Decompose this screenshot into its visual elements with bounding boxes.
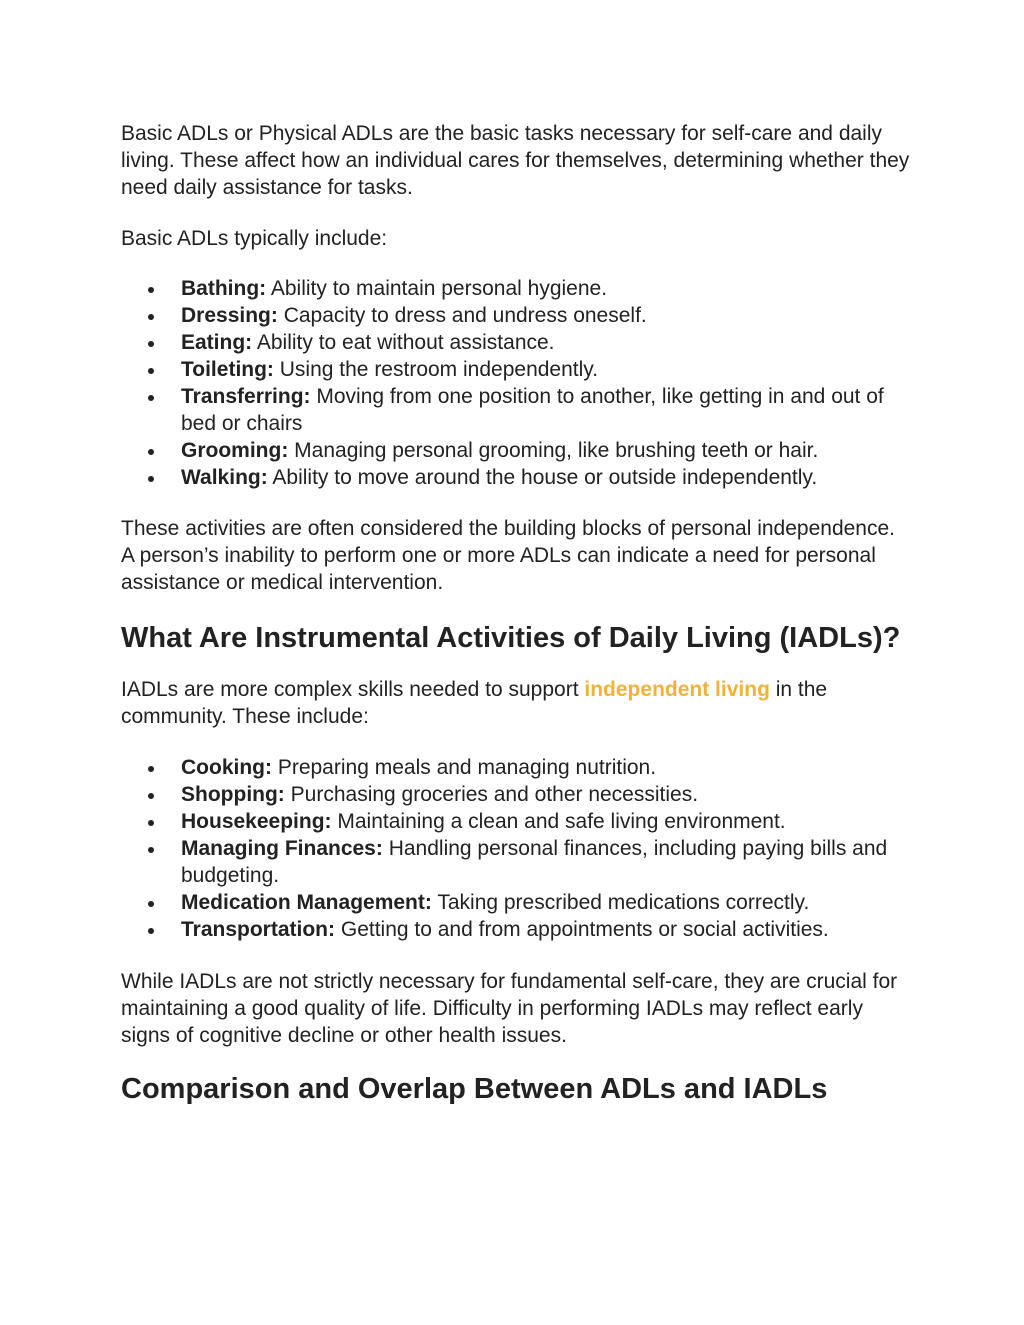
- basic-adls-lead: Basic ADLs typically include:: [121, 227, 388, 250]
- list-item: [121, 889, 911, 916]
- list-item: [121, 835, 911, 889]
- item-description: Preparing meals and managing nutrition.: [277, 756, 657, 779]
- item-term: Managing Finances:: [181, 837, 383, 860]
- item-description: Purchasing groceries and other necessities.: [290, 783, 699, 806]
- comparison-heading: Comparison and Overlap Between ADLs and IADLs: [121, 1073, 828, 1105]
- bullet-icon: [148, 766, 154, 772]
- item-term: Transferring:: [181, 385, 311, 408]
- document-page: [121, 120, 911, 1108]
- iadls-list: [121, 754, 911, 943]
- iadls-intro-paragraph: [121, 676, 911, 730]
- list-item: [121, 383, 911, 437]
- item-term: Housekeeping:: [181, 810, 332, 833]
- item-term: Transportation:: [181, 918, 336, 941]
- item-description: Using the restroom independently.: [279, 358, 599, 381]
- item-description: Ability to eat without assistance.: [256, 331, 555, 354]
- adl-summary-paragraph: These activities are often considered the building blocks of personal independence. A person’s inability to perform one or more ADLs can indicate a need for personal assistance or medical intervention.: [121, 517, 895, 594]
- item-description: Moving from one position to another, like getting in and out of bed or chairs: [181, 385, 884, 435]
- iadls-heading: What Are Instrumental Activities of Daily Living (IADLs)?: [121, 622, 901, 654]
- list-item: [121, 302, 911, 329]
- item-term: Toileting:: [181, 358, 274, 381]
- item-description: Ability to move around the house or outside independently.: [272, 466, 818, 489]
- item-description: Maintaining a clean and safe living environment.: [337, 810, 786, 833]
- bullet-icon: [148, 395, 154, 401]
- list-item: [121, 754, 911, 781]
- bullet-icon: [148, 820, 154, 826]
- list-item: [121, 916, 911, 943]
- list-item: [121, 808, 911, 835]
- list-item: [121, 781, 911, 808]
- iadl-summary-paragraph: While IADLs are not strictly necessary for fundamental self-care, they are crucial for maintaining a good quality of life. Difficulty in performing IADLs may reflect early signs of cognitive decline or other health issues.: [121, 970, 898, 1047]
- bullet-icon: [148, 901, 154, 907]
- item-description: Managing personal grooming, like brushing teeth or hair.: [294, 439, 819, 462]
- item-term: Bathing:: [181, 277, 267, 300]
- bullet-icon: [148, 314, 154, 320]
- item-term: Cooking:: [181, 756, 272, 779]
- list-item: [121, 464, 911, 491]
- bullet-icon: [148, 341, 154, 347]
- independent-living-link[interactable]: independent living: [584, 678, 770, 701]
- bullet-icon: [148, 287, 154, 293]
- bullet-icon: [148, 847, 154, 853]
- item-description: Handling personal finances, including paying bills and budgeting.: [181, 837, 888, 887]
- list-item: [121, 437, 911, 464]
- item-term: Eating:: [181, 331, 253, 354]
- list-item: [121, 356, 911, 383]
- iadls-intro-start: IADLs are more complex skills needed to support: [121, 678, 585, 701]
- list-item: [121, 329, 911, 356]
- item-description: Ability to maintain personal hygiene.: [270, 277, 608, 300]
- list-item: [121, 275, 911, 302]
- bullet-icon: [148, 368, 154, 374]
- bullet-icon: [148, 449, 154, 455]
- item-term: Medication Management:: [181, 891, 432, 914]
- bullet-icon: [148, 928, 154, 934]
- item-term: Grooming:: [181, 439, 289, 462]
- item-term: Walking:: [181, 466, 268, 489]
- iadls-intro-end: in the community. These include:: [121, 678, 828, 728]
- bullet-icon: [148, 476, 154, 482]
- item-description: Taking prescribed medications correctly.: [437, 891, 810, 914]
- basic-adls-list: [121, 275, 911, 491]
- item-term: Shopping:: [181, 783, 285, 806]
- item-description: Capacity to dress and undress oneself.: [283, 304, 647, 327]
- intro-paragraph: Basic ADLs or Physical ADLs are the basic tasks necessary for self-care and daily living. These affect how an individual cares for themselves, determining whether they need daily assistance for tasks.: [121, 122, 910, 199]
- item-description: Getting to and from appointments or social activities.: [340, 918, 829, 941]
- item-term: Dressing:: [181, 304, 278, 327]
- bullet-icon: [148, 793, 154, 799]
